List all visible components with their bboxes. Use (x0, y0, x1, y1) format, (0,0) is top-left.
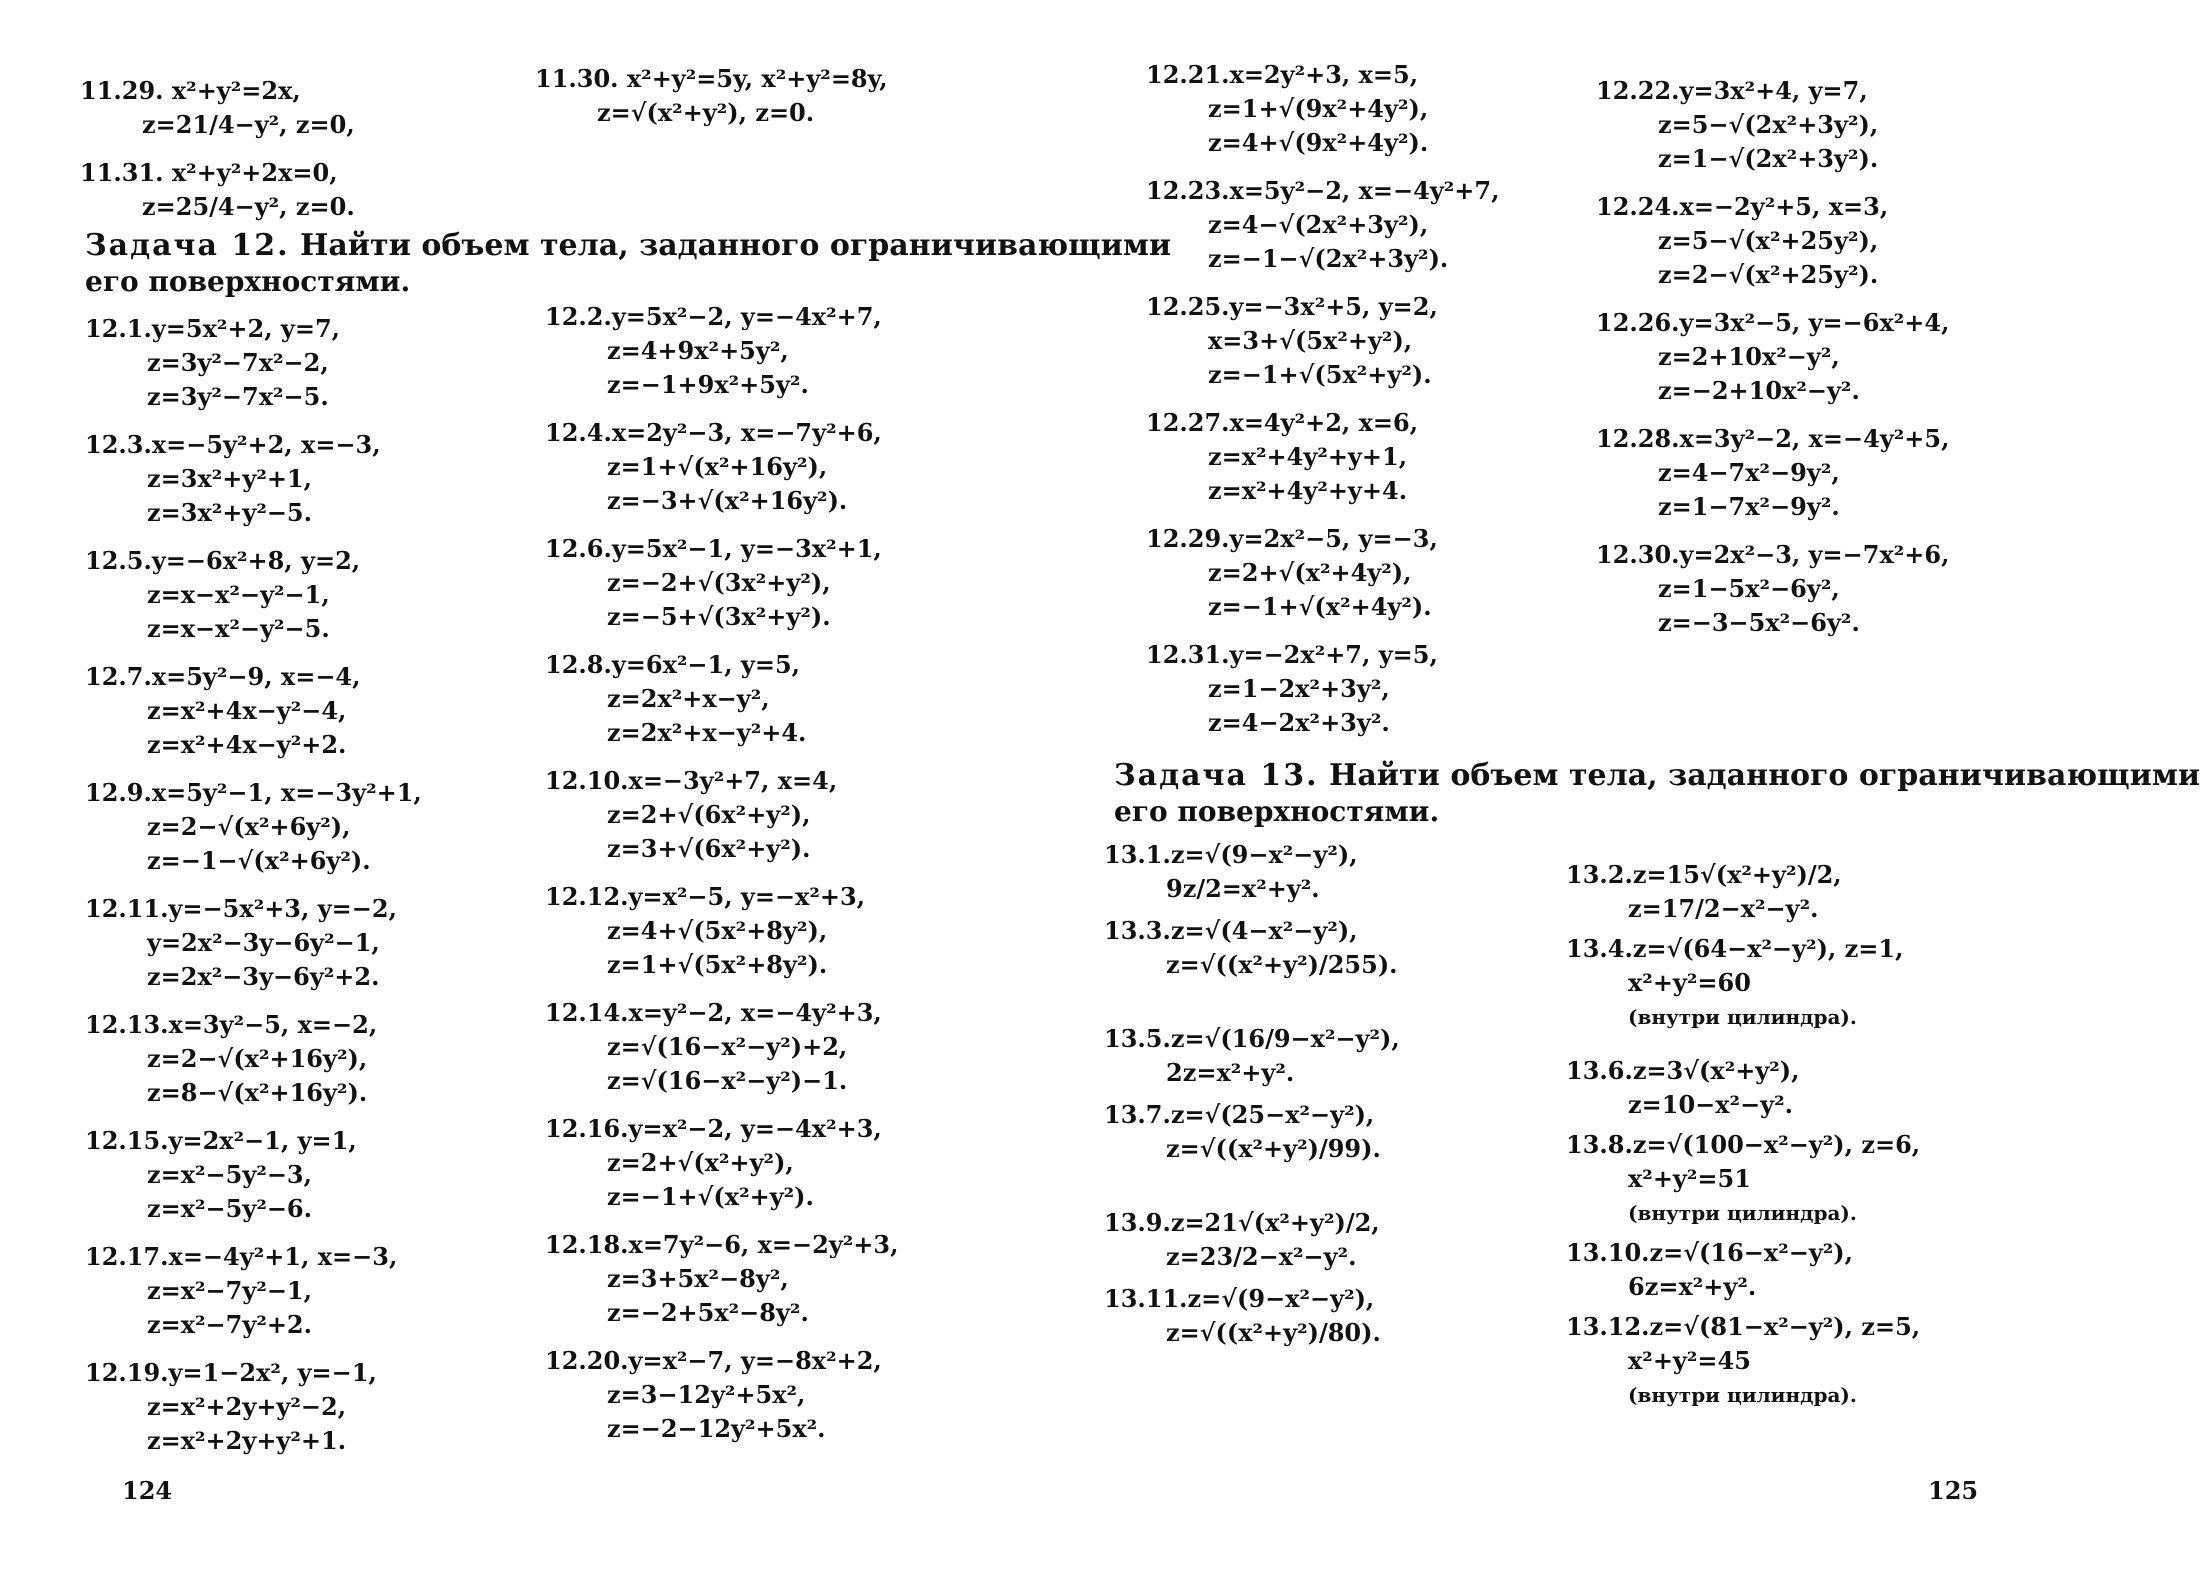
problem-line: z=√(16−x²−y²)−1. (607, 1066, 848, 1095)
problem-line: y=2x²−1, y=1, (168, 1126, 357, 1155)
problem-line: y=2x²−3y−6y²−1, (147, 928, 380, 957)
right-col3 (1104, 838, 1544, 1364)
problem-note: (внутри цилиндра). (1628, 1383, 1857, 1407)
problem-line: z=x²−7y²−1, (147, 1276, 312, 1305)
problem-line: y=−2x²+7, y=5, (1229, 640, 1438, 669)
problem-line: z=4−√(2x²+3y²), (1208, 210, 1429, 239)
problem-number: 13.8. (1566, 1130, 1633, 1159)
problem-line: y=−5x²+3, y=−2, (168, 894, 397, 923)
problem-line: z=√(81−x²−y²), z=5, (1649, 1312, 1921, 1341)
problem-line: z=21√(x²+y²)/2, (1170, 1208, 1380, 1237)
problem-item (1566, 1128, 2046, 1230)
problem-line: z=4+9x²+5y², (607, 336, 789, 365)
task-12-heading (85, 228, 1171, 300)
problem-line: z=1+√(x²+16y²), (607, 452, 828, 481)
problem-line: x=−5y²+2, x=−3, (151, 430, 381, 459)
problem-number: 12.17. (85, 1242, 169, 1271)
problem-line: z=x²+4y²+y+4. (1208, 476, 1408, 505)
problem-line: 6z=x²+y². (1628, 1272, 1757, 1301)
page-number: 125 (1928, 1476, 1979, 1505)
problem-line: z=17/2−x²−y². (1628, 894, 1819, 923)
problem-line: y=1−2x², y=−1, (168, 1358, 377, 1387)
problem-line: x=2y²+3, x=5, (1229, 60, 1419, 89)
problem-line: z=√(16/9−x²−y²), (1170, 1024, 1400, 1053)
problem-number: 13.1. (1104, 840, 1171, 869)
problem-line: z=−3+√(x²+16y²). (607, 486, 848, 515)
problem-line: z=2+√(x²+4y²), (1208, 558, 1412, 587)
problem-number: 12.27. (1146, 408, 1230, 437)
problem-item (1566, 932, 2046, 1034)
problem-item (545, 764, 1015, 866)
problem-item (80, 156, 500, 224)
problem-line: z=√(100−x²−y²), z=6, (1632, 1130, 1921, 1159)
problem-line: x=4y²+2, x=6, (1229, 408, 1419, 437)
problem-line: z=4+√(9x²+4y²). (1208, 128, 1429, 157)
problem-line: z=√(4−x²−y²), (1170, 916, 1358, 945)
problem-line: z=x²−5y²−3, (147, 1160, 312, 1189)
problem-line: x=−4y²+1, x=−3, (168, 1242, 398, 1271)
problem-line: z=−5+√(3x²+y²). (607, 602, 831, 631)
problem-line: z=5−√(2x²+3y²), (1658, 110, 1879, 139)
problem-line: x=5y²−1, x=−3y²+1, (151, 778, 422, 807)
problem-line: x²+y²=51 (1628, 1164, 1751, 1193)
problem-line: y=−6x²+8, y=2, (151, 546, 361, 575)
problem-number: 12.7. (85, 662, 152, 691)
problem-line: z=3x²+y²+1, (147, 464, 312, 493)
problem-item (1104, 838, 1544, 906)
problem-item (85, 428, 535, 530)
problem-line: y=x²−5, y=−x²+3, (628, 882, 866, 911)
problem-number: 13.12. (1566, 1312, 1650, 1341)
problem-line: z=3+5x²−8y², (607, 1264, 789, 1293)
problem-line: x=2y²−3, x=−7y²+6, (611, 418, 882, 447)
problem-line: z=1+√(9x²+4y²), (1208, 94, 1429, 123)
problem-line: x=7y²−6, x=−2y²+3, (628, 1230, 899, 1259)
problem-item (545, 300, 1015, 402)
problem-line: z=−2+√(3x²+y²), (607, 568, 831, 597)
problem-line: z=2+√(6x²+y²), (607, 800, 811, 829)
problem-line: z=3+√(6x²+y²). (607, 834, 811, 863)
problem-line: z=2+10x²−y², (1658, 342, 1840, 371)
problem-number: 12.28. (1596, 424, 1680, 453)
problem-line: x=y²−2, x=−4y²+3, (628, 998, 882, 1027)
problem-line: y=2x²−3, y=−7x²+6, (1679, 540, 1950, 569)
problem-item (545, 532, 1015, 634)
problem-item (85, 660, 535, 762)
problem-line: z=x−x²−y²−5. (147, 614, 330, 643)
problem-item (85, 1356, 535, 1458)
problem-line: y=5x²−1, y=−3x²+1, (611, 534, 882, 563)
problem-line: z=2x²−3y−6y²+2. (147, 962, 380, 991)
problem-item (1596, 74, 2056, 176)
problem-line: z=−2−12y²+5x². (607, 1414, 826, 1443)
problem-item (545, 1112, 1015, 1214)
problem-note: (внутри цилиндра). (1628, 1005, 1857, 1029)
problem-line: x=3y²−2, x=−4y²+5, (1679, 424, 1950, 453)
task-label: Задача 13. (1114, 758, 1319, 793)
problem-line: z=x²−7y²+2. (147, 1310, 312, 1339)
left-top-col2 (535, 62, 985, 144)
problem-number: 12.4. (545, 418, 612, 447)
problem-line: y=x²−2, y=−4x²+3, (628, 1114, 882, 1143)
problem-number: 13.9. (1104, 1208, 1171, 1237)
problem-line: z=√(25−x²−y²), (1170, 1100, 1375, 1129)
task-text: Найти объем тела, заданного ограничивающими (300, 228, 1172, 263)
problem-line: z=√(9−x²−y²), (1187, 1284, 1375, 1313)
problem-number: 12.19. (85, 1358, 169, 1387)
problem-line: z=5−√(x²+25y²), (1658, 226, 1879, 255)
problem-line: z=−1−√(x²+6y²). (147, 846, 371, 875)
problem-item (1104, 1282, 1544, 1350)
problem-number: 12.15. (85, 1126, 169, 1155)
problem-line: z=√((x²+y²)/255). (1166, 950, 1398, 979)
problem-line: z=−1+√(5x²+y²). (1208, 360, 1432, 389)
problem-line: z=√(16−x²−y²)+2, (607, 1032, 848, 1061)
problem-number: 12.11. (85, 894, 169, 923)
problem-line: z=1−√(2x²+3y²). (1658, 144, 1879, 173)
problem-number: 12.18. (545, 1230, 629, 1259)
problem-item (545, 1344, 1015, 1446)
problem-line: z=−1+√(x²+4y²). (1208, 592, 1432, 621)
task-text: Найти объем тела, заданного ограничивающими (1329, 758, 2200, 793)
problem-item (85, 1124, 535, 1226)
right-col4 (1566, 858, 2046, 1426)
problem-line: z=2−√(x²+6y²), (147, 812, 351, 841)
problem-line: z=1−7x²−9y². (1658, 492, 1840, 521)
problem-item (1104, 914, 1544, 982)
problem-line: z=3√(x²+y²), (1632, 1056, 1800, 1085)
problem-number: 13.10. (1566, 1238, 1650, 1267)
problem-item (545, 648, 1015, 750)
problem-line: x²+y²+2x=0, (171, 158, 338, 187)
problem-number: 12.14. (545, 998, 629, 1027)
problem-line: z=2−√(x²+25y²). (1658, 260, 1879, 289)
problem-line: z=−1+√(x²+y²). (607, 1182, 814, 1211)
problem-item (1146, 406, 1616, 508)
problem-line: z=√(9−x²−y²), (1170, 840, 1358, 869)
problem-line: z=3y²−7x²−2, (147, 348, 329, 377)
problem-number: 12.12. (545, 882, 629, 911)
problem-item (1146, 290, 1616, 392)
problem-line: x=−2y²+5, x=3, (1679, 192, 1889, 221)
problem-item (1566, 1310, 2046, 1412)
problem-item (545, 416, 1015, 518)
problem-item (1596, 538, 2056, 640)
problem-line: z=x²+4x−y²+2. (147, 730, 347, 759)
problem-line: z=−1+9x²+5y². (607, 370, 809, 399)
problem-line: z=√(16−x²−y²), (1649, 1238, 1853, 1267)
page-number: 124 (122, 1476, 173, 1505)
problem-item (535, 62, 985, 130)
problem-item (85, 776, 535, 878)
problem-number: 12.23. (1146, 176, 1230, 205)
problem-item (1146, 638, 1616, 740)
problem-line: z=15√(x²+y²)/2, (1632, 860, 1842, 889)
problem-number: 12.31. (1146, 640, 1230, 669)
problem-line: 2z=x²+y². (1166, 1058, 1295, 1087)
problem-line: y=−3x²+5, y=2, (1229, 292, 1438, 321)
left-col1 (85, 312, 535, 1472)
problem-number: 12.20. (545, 1346, 629, 1375)
problem-item (80, 74, 500, 142)
problem-line: z=3x²+y²−5. (147, 498, 312, 527)
problem-line: x=5y²−2, x=−4y²+7, (1229, 176, 1500, 205)
problem-line: z=8−√(x²+16y²). (147, 1078, 368, 1107)
problem-line: z=4+√(5x²+8y²), (607, 916, 828, 945)
problem-number: 12.5. (85, 546, 152, 575)
problem-line: x=5y²−9, x=−4, (151, 662, 361, 691)
problem-line: z=3y²−7x²−5. (147, 382, 329, 411)
problem-line: y=6x²−1, y=5, (611, 650, 801, 679)
problem-line: z=−2+5x²−8y². (607, 1298, 809, 1327)
problem-item (1104, 1098, 1544, 1166)
problem-item (1596, 422, 2056, 524)
task-text-line2: его поверхностями. (85, 265, 411, 298)
problem-number: 12.9. (85, 778, 152, 807)
problem-line: z=21/4−y², z=0, (142, 110, 355, 139)
problem-item (1104, 1206, 1544, 1274)
problem-line: z=1−2x²+3y², (1208, 674, 1390, 703)
problem-line: z=x²+2y+y²+1. (147, 1426, 347, 1455)
problem-line: x=3+√(5x²+y²), (1208, 326, 1413, 355)
problem-number: 13.5. (1104, 1024, 1171, 1053)
problem-number: 12.16. (545, 1114, 629, 1143)
problem-item (1146, 174, 1616, 276)
problem-line: z=2x²+x−y², (607, 684, 770, 713)
problem-number: 13.6. (1566, 1056, 1633, 1085)
problem-line: y=3x²−5, y=−6x²+4, (1679, 308, 1950, 337)
problem-line: z=1−5x²−6y², (1658, 574, 1840, 603)
problem-item (1596, 190, 2056, 292)
problem-line: z=√(64−x²−y²), z=1, (1632, 934, 1904, 963)
problem-note: (внутри цилиндра). (1628, 1201, 1857, 1225)
problem-number: 11.31. (80, 158, 164, 187)
problem-line: z=−3−5x²−6y². (1658, 608, 1860, 637)
problem-line: z=3−12y²+5x², (607, 1380, 806, 1409)
problem-number: 12.30. (1596, 540, 1680, 569)
left-top-col1 (80, 74, 500, 238)
problem-item (1566, 1236, 2046, 1304)
problem-line: y=5x²−2, y=−4x²+7, (611, 302, 882, 331)
problem-item (545, 996, 1015, 1098)
problem-line: z=2−√(x²+16y²), (147, 1044, 368, 1073)
problem-line: z=−2+10x²−y². (1658, 376, 1860, 405)
problem-line: z=x−x²−y²−1, (147, 580, 330, 609)
problem-number: 11.29. (80, 76, 164, 105)
problem-line: z=−1−√(2x²+3y²). (1208, 244, 1449, 273)
task-13-heading (1114, 758, 2200, 830)
problem-number: 12.3. (85, 430, 152, 459)
problem-line: y=3x²+4, y=7, (1679, 76, 1868, 105)
problem-item (1566, 1054, 2046, 1122)
problem-item (85, 892, 535, 994)
problem-number: 12.25. (1146, 292, 1230, 321)
problem-number: 13.4. (1566, 934, 1633, 963)
problem-number: 13.7. (1104, 1100, 1171, 1129)
problem-line: z=25/4−y², z=0. (142, 192, 355, 221)
problem-number: 12.10. (545, 766, 629, 795)
problem-number: 12.26. (1596, 308, 1680, 337)
problem-number: 12.6. (545, 534, 612, 563)
problem-line: z=√(x²+y²), z=0. (597, 98, 815, 127)
problem-line: z=x²−5y²−6. (147, 1194, 312, 1223)
problem-line: x=−3y²+7, x=4, (628, 766, 838, 795)
problem-line: z=23/2−x²−y². (1166, 1242, 1357, 1271)
left-col2 (545, 300, 1015, 1460)
right-col2 (1596, 74, 2056, 654)
problem-item (85, 1008, 535, 1110)
problem-line: z=x²+4x−y²−4, (147, 696, 347, 725)
problem-number: 13.11. (1104, 1284, 1188, 1313)
problem-item (1146, 58, 1616, 160)
problem-line: x=3y²−5, x=−2, (168, 1010, 378, 1039)
problem-number: 12.8. (545, 650, 612, 679)
problem-line: z=√((x²+y²)/99). (1166, 1134, 1381, 1163)
problem-number: 13.3. (1104, 916, 1171, 945)
problem-line: z=4−7x²−9y², (1658, 458, 1840, 487)
problem-line: x²+y²=5y, x²+y²=8y, (626, 64, 888, 93)
problem-line: y=x²−7, y=−8x²+2, (628, 1346, 882, 1375)
problem-number: 12.29. (1146, 524, 1230, 553)
task-text-line2: его поверхностями. (1114, 795, 1440, 828)
problem-number: 13.2. (1566, 860, 1633, 889)
problem-line: z=2+√(x²+y²), (607, 1148, 794, 1177)
problem-line: z=10−x²−y². (1628, 1090, 1793, 1119)
problem-line: z=x²+2y+y²−2, (147, 1392, 347, 1421)
problem-line: x²+y²=2x, (171, 76, 301, 105)
right-page (1036, 0, 2200, 1579)
problem-line: z=√((x²+y²)/80). (1166, 1318, 1381, 1347)
problem-number: 12.21. (1146, 60, 1230, 89)
problem-item (545, 880, 1015, 982)
problem-number: 12.24. (1596, 192, 1680, 221)
problem-item (1596, 306, 2056, 408)
problem-line: x²+y²=45 (1628, 1346, 1751, 1375)
problem-line: z=2x²+x−y²+4. (607, 718, 807, 747)
problem-number: 12.2. (545, 302, 612, 331)
task-label: Задача 12. (85, 228, 290, 263)
problem-item (85, 1240, 535, 1342)
problem-line: z=x²+4y²+y+1, (1208, 442, 1408, 471)
problem-line: z=4−2x²+3y². (1208, 708, 1390, 737)
problem-item (1566, 858, 2046, 926)
problem-line: y=2x²−5, y=−3, (1229, 524, 1438, 553)
right-col1 (1146, 58, 1616, 754)
problem-line: y=5x²+2, y=7, (151, 314, 341, 343)
problem-line: z=1+√(5x²+8y²). (607, 950, 828, 979)
problem-item (85, 312, 535, 414)
problem-number: 12.1. (85, 314, 152, 343)
problem-line: 9z/2=x²+y². (1166, 874, 1320, 903)
problem-item (1146, 522, 1616, 624)
problem-item (85, 544, 535, 646)
problem-item (1104, 1022, 1544, 1090)
problem-number: 12.13. (85, 1010, 169, 1039)
problem-item (545, 1228, 1015, 1330)
problem-line: x²+y²=60 (1628, 968, 1751, 997)
problem-number: 11.30. (535, 64, 619, 93)
problem-number: 12.22. (1596, 76, 1680, 105)
